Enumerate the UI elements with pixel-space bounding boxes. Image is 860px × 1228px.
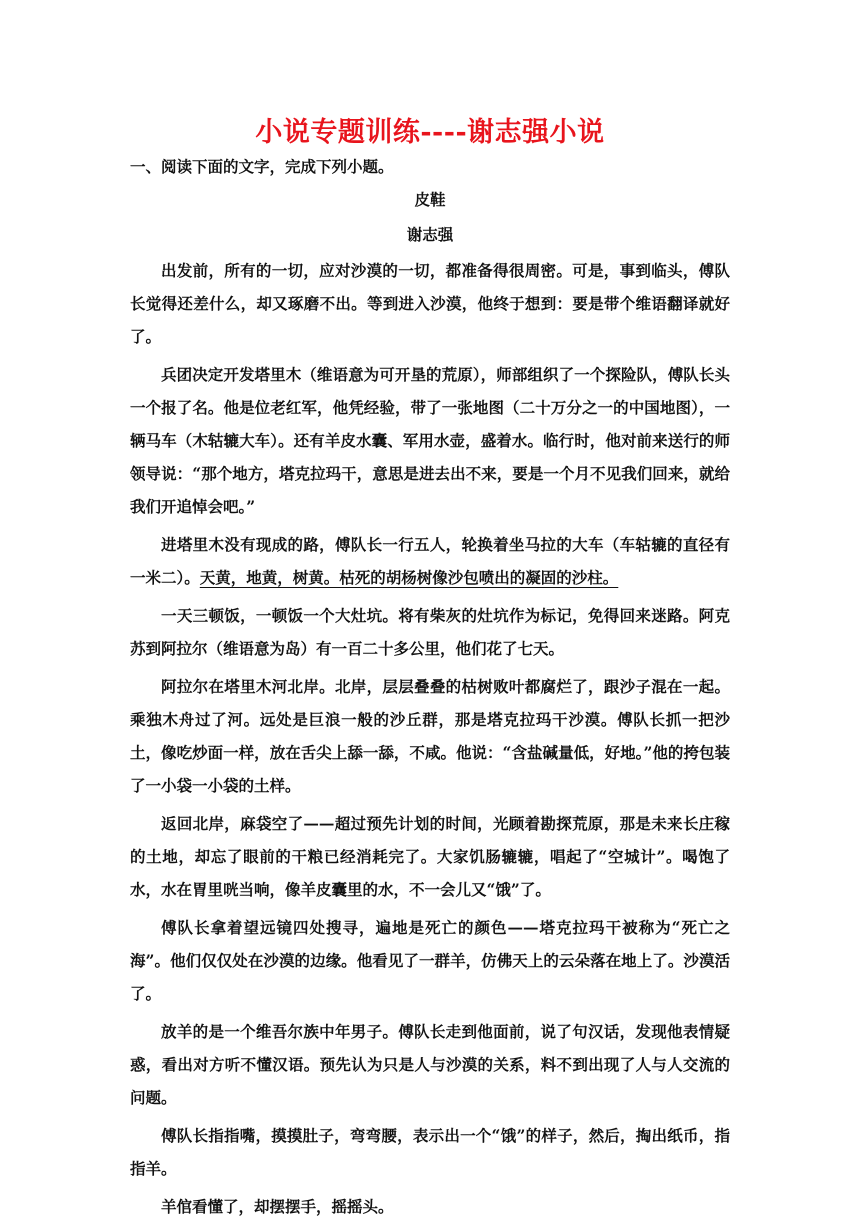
underlined-sentence: 天黄，地黄，树黄。枯死的胡杨树像沙包喷出的凝固的沙柱。 bbox=[199, 568, 619, 587]
paragraph-6: 返回北岸，麻袋空了——超过预先计划的时间，光顾着勘探荒原，那是未来长庄稼的土地，却忘了眼前的干粮已经消耗完了。大家饥肠辘辘，唱起了“空城计”。喝饱了水，水在胃里咣当响，像羊皮囊里的水，不一会儿又“饿”了。 bbox=[130, 814, 730, 899]
paragraph-8: 放羊的是一个维吾尔族中年男子。傅队长走到他面前，说了句汉话，发现他表情疑惑，看出对方听不懂汉语。预先认为只是人与沙漠的关系，料不到出现了人与人交流的问题。 bbox=[130, 1022, 730, 1107]
paragraph-7: 傅队长拿着望远镜四处搜寻，遍地是死亡的颜色——塔克拉玛干被称为“死亡之海”。他们仅仅处在沙漠的边缘。他看见了一群羊，仿佛天上的云朵落在地上了。沙漠活了。 bbox=[130, 918, 730, 1003]
paragraph-1: 出发前，所有的一切，应对沙漠的一切，都准备得很周密。可是，事到临头，傅队长觉得还差什么，却又琢磨不出。等到进入沙漠，他终于想到：要是带个维语翻译就好了。 bbox=[130, 261, 730, 346]
paragraph-3 bbox=[130, 528, 730, 594]
story-body bbox=[130, 254, 730, 1228]
paragraph-3-text: 进塔里木没有现成的路，傅队长一行五人，轮换着坐马拉的大车（车轱辘的直径有一米二）。 bbox=[130, 535, 730, 587]
paragraph-5: 阿拉尔在塔里木河北岸。北岸，层层叠叠的枯树败叶都腐烂了，跟沙子混在一起。乘独木舟过了河。远处是巨浪一般的沙丘群，那是塔克拉玛干沙漠。傅队长抓一把沙土，像吃炒面一样，放在舌尖上舔一舔，不咸。他说：“含盐碱量低，好地。”他的挎包装了一小袋一小袋的土样。 bbox=[130, 677, 730, 795]
paragraph-2: 兵团决定开发塔里木（维语意为可开垦的荒原），师部组织了一个探险队，傅队长头一个报了名。他是位老红军，他凭经验，带了一张地图（二十万分之一的中国地图），一辆马车（木轱辘大车）。还有羊皮水囊、军用水壶，盛着水。临行时，他对前来送行的师领导说：“那个地方，塔克拉玛干，意思是进去出不来，要是一个月不见我们回来，就给我们开追悼会吧。” bbox=[130, 365, 730, 516]
story-title: 皮鞋 bbox=[414, 190, 446, 209]
section-heading: 一、阅读下面的文字，完成下列小题。 bbox=[130, 157, 394, 176]
document-title: 小说专题训练----谢志强小说 bbox=[255, 117, 605, 148]
paragraph-10: 羊倌看懂了，却摆摆手，摇摇头。 bbox=[161, 1197, 394, 1216]
story-author: 谢志强 bbox=[406, 225, 454, 244]
paragraph-9: 傅队长指指嘴，摸摸肚子，弯弯腰，表示出一个“饿”的样子，然后，掏出纸币，指指羊。 bbox=[130, 1126, 730, 1178]
paragraph-4: 一天三顿饭，一顿饭一个大灶坑。将有柴灰的灶坑作为标记，免得回来迷路。阿克苏到阿拉尔（维语意为岛）有一百二十多公里，他们花了七天。 bbox=[130, 606, 730, 658]
